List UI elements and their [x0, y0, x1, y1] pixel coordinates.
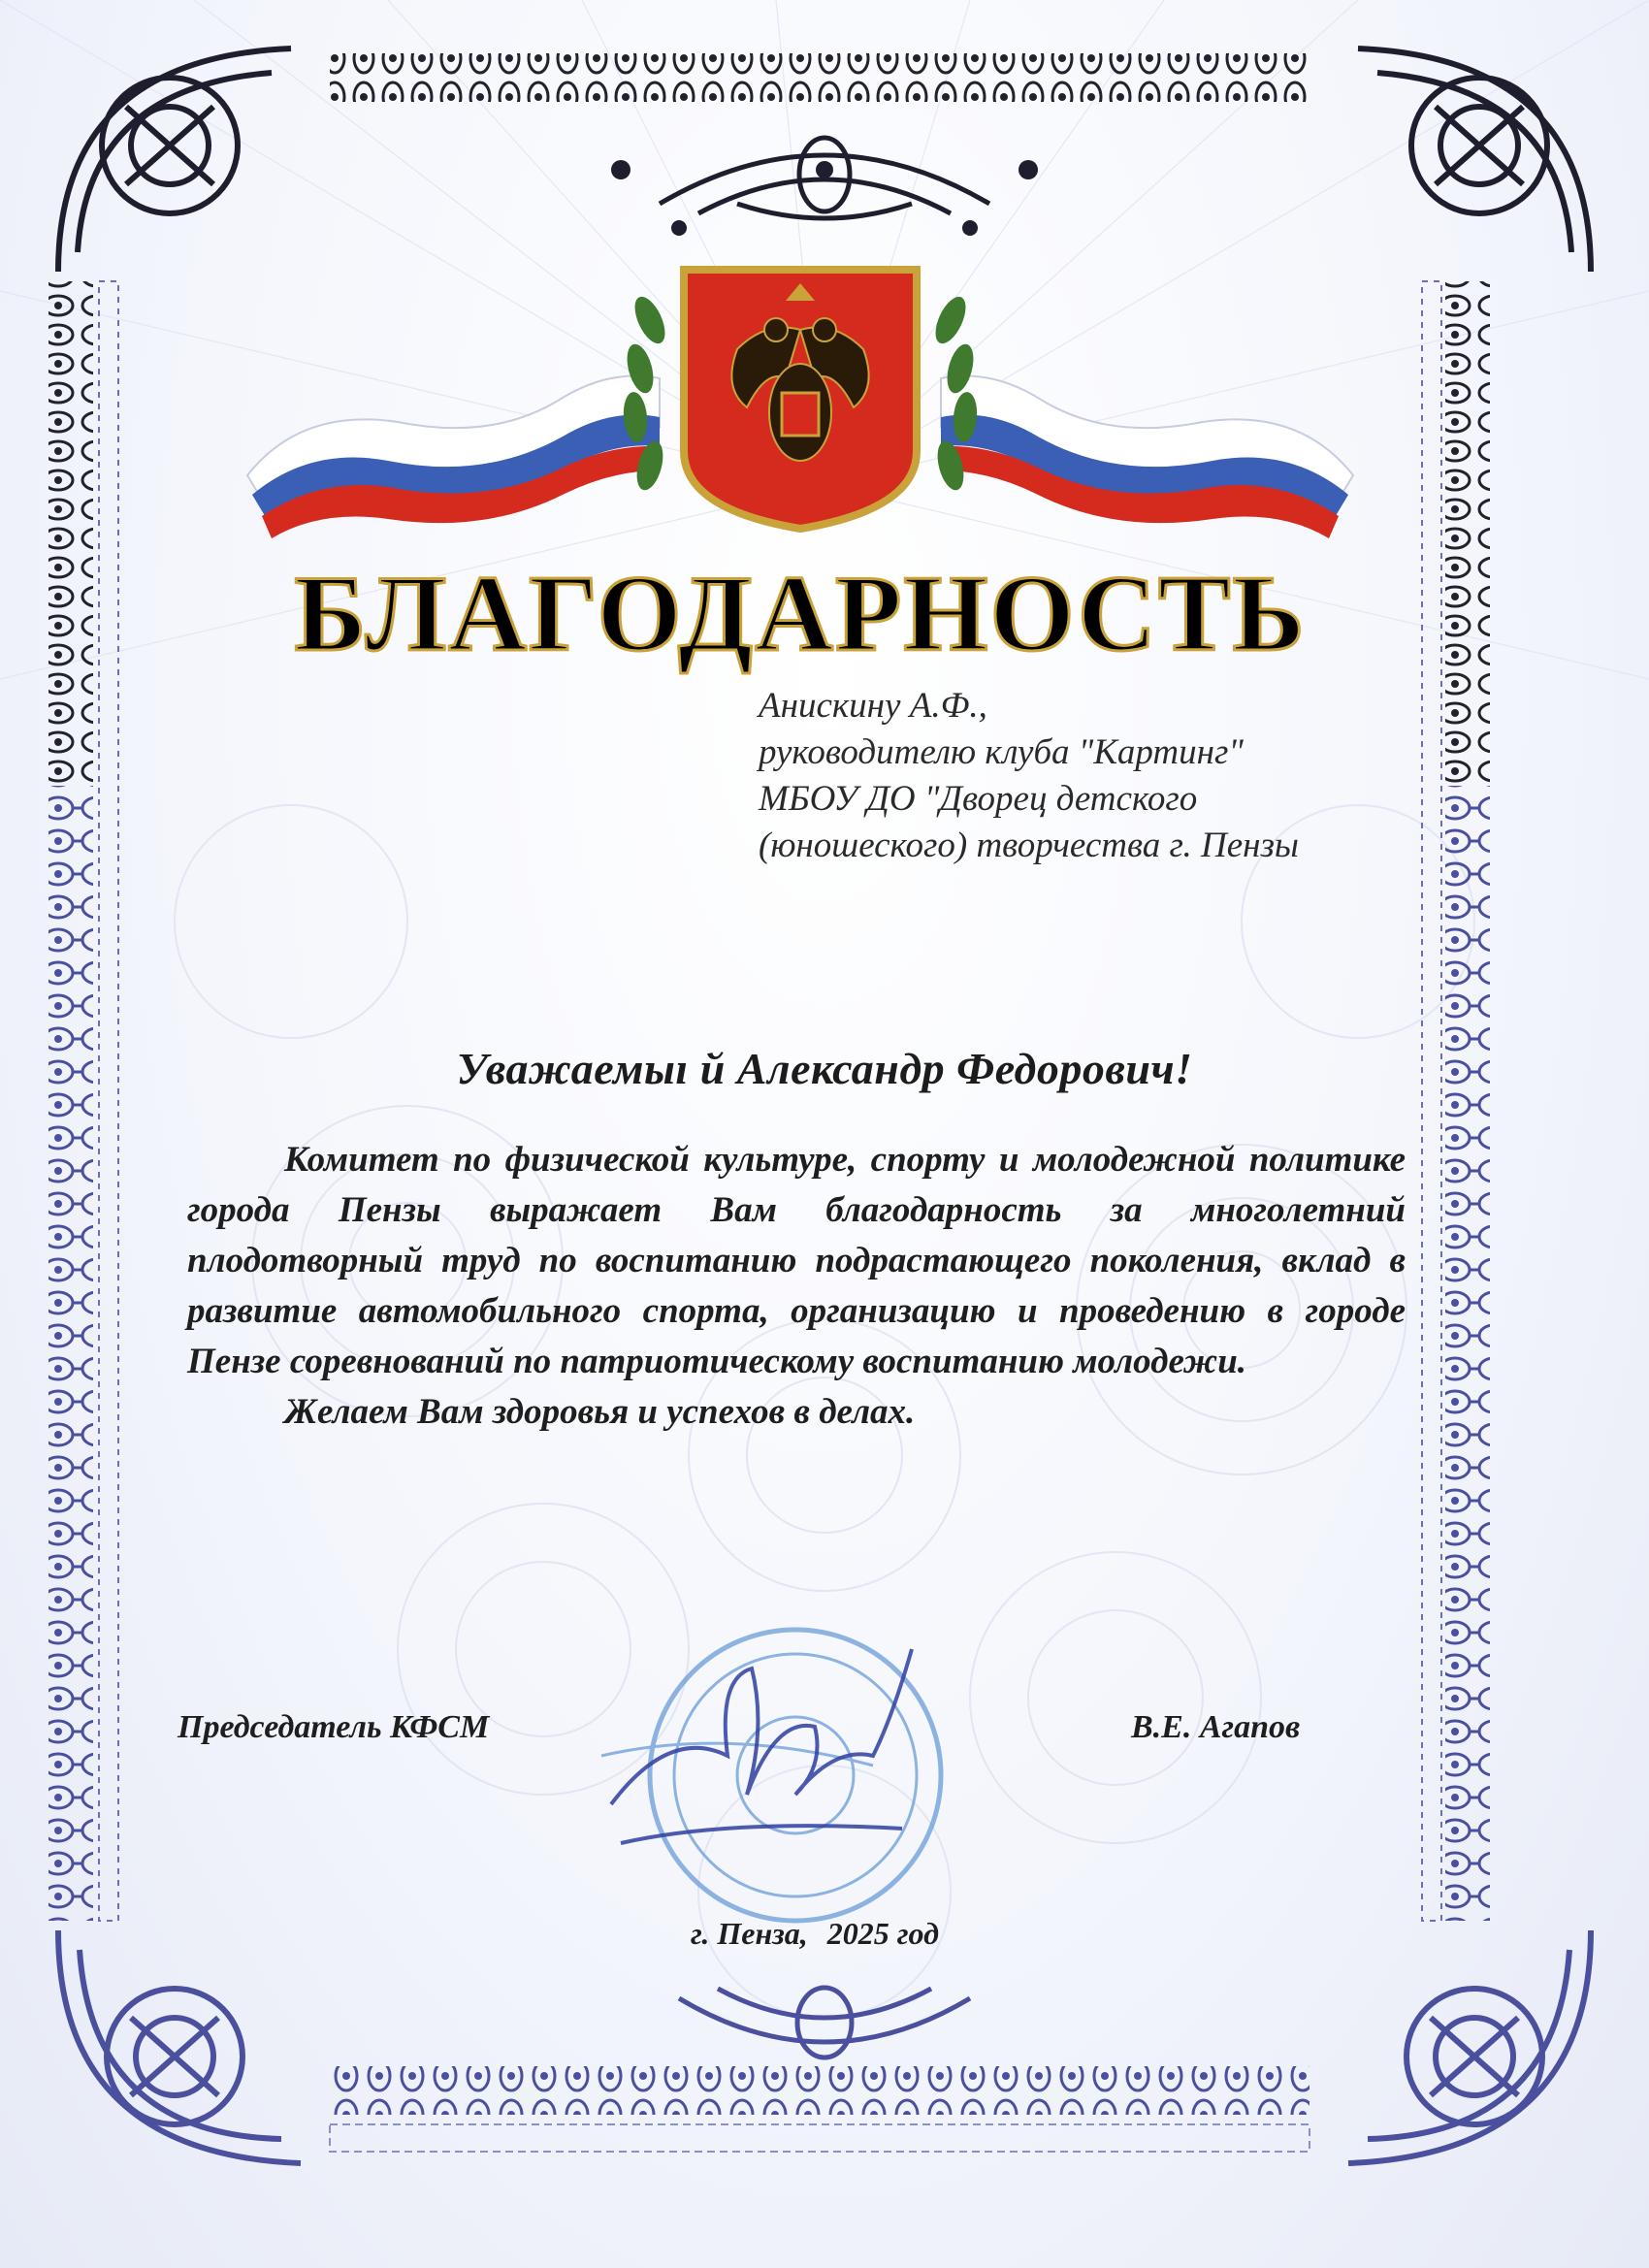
russian-coat-of-arms-icon [242, 262, 1358, 543]
addressee-line: (юношеского) творчества г. Пензы [759, 826, 1299, 865]
heading [291, 553, 1310, 679]
year: 2025 год [826, 1916, 939, 1951]
body-paragraph: Комитет по физической культуре, спорту и молодежной политике города Пензы выражает Вам благодарность за многолетний плодотворный труд по воспитанию подрастающего поколения, вклад в развитие автомобильного спорта, организацию и проведению в городе Пензе соревнований по патриотическому воспитанию молодежи. [187, 1140, 1406, 1381]
body-text [187, 1135, 1406, 1438]
salutation: Уважаемыı й Александр Федорович! [456, 1044, 1193, 1093]
addressee-line: МБОУ ДО "Дворец детского [759, 779, 1198, 819]
addressee-line: Анискину А.Ф., [759, 686, 987, 726]
place-and-year [0, 1916, 1649, 1952]
addressee-line: руководителю клуба "Картинг" [759, 732, 1244, 772]
body-paragraph: Желаем Вам здоровья и успехов в делах. [284, 1392, 916, 1432]
svg-text:БЛАГОДАРНОСТЬ: БЛАГОДАРНОСТЬ [294, 554, 1307, 674]
addressee-block [759, 683, 1299, 869]
signatory-name: В.Е. Агапов [1131, 1709, 1301, 1745]
place: г. Пенза, [691, 1916, 808, 1951]
official-seal-icon [582, 1610, 989, 1960]
signatory-title: Председатель КФСМ [178, 1709, 490, 1745]
